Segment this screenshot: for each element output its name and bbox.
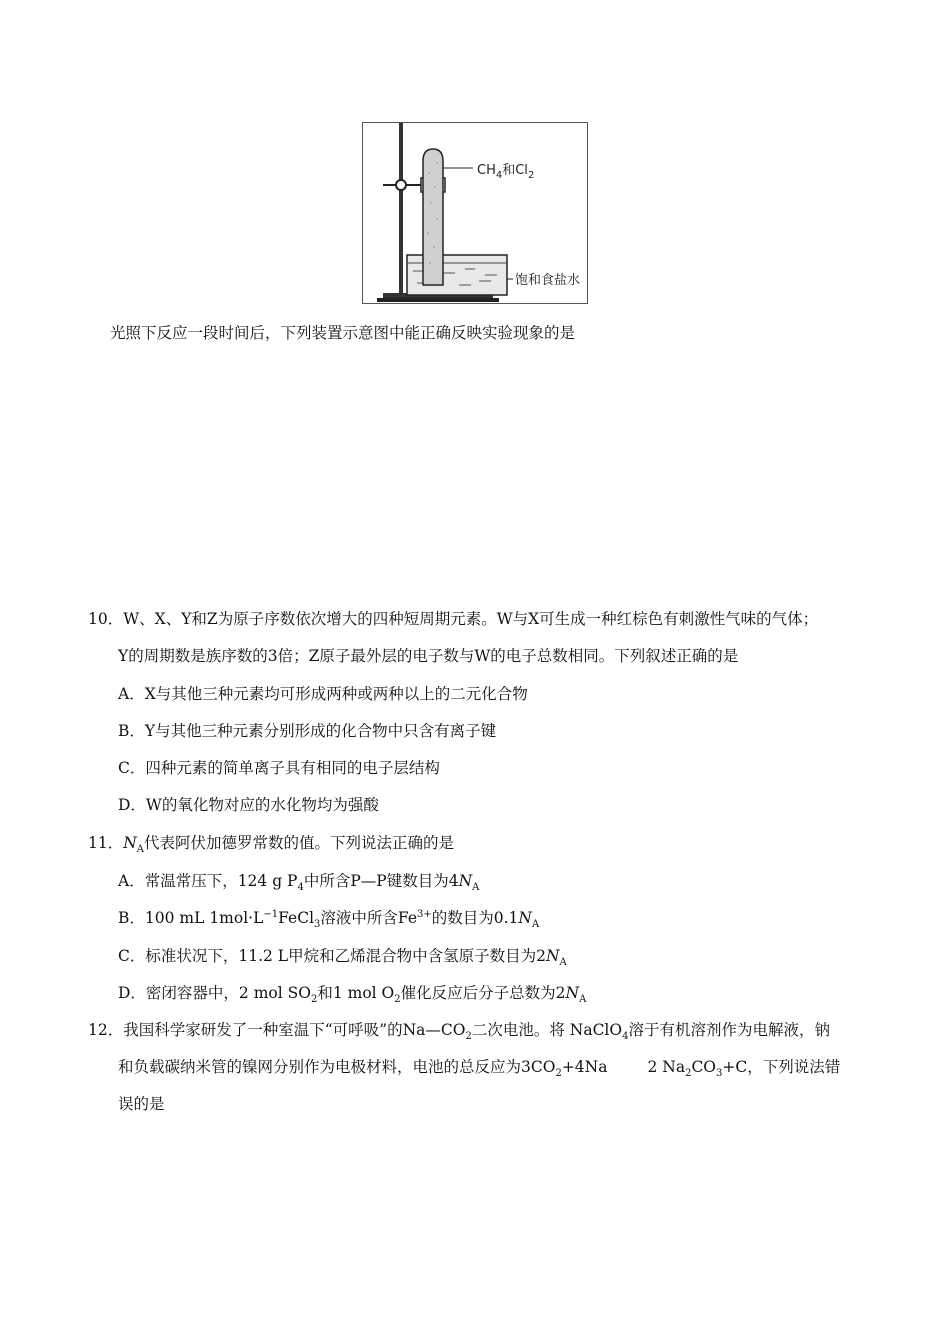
q10-option-a: A．X与其他三种元素均可形成两种或两种以上的二元化合物 [118, 685, 528, 703]
stand-rod [399, 123, 403, 295]
q11-option-c: C．标准状况下，11.2 L甲烷和乙烯混合物中含氢原子数目为$2N_A$ [118, 947, 567, 968]
saline-label: 饱和食盐水 [515, 273, 581, 288]
test-tube [423, 149, 443, 285]
q11-option-a: A．常温常压下，124 g $P_4$中所含P—P键数目为$4N_A$ [118, 872, 480, 893]
q10-option-d: D．W的氧化物对应的水化物均为强酸 [118, 796, 379, 814]
q12-stem-line1: 12．我国科学家研发了一种室温下“可呼吸”的$Na—CO_2$二次电池。将 NaClO$_4$溶于有机溶剂作为电解液，钠 [88, 1021, 830, 1042]
intro-text: 光照下反应一段时间后，下列装置示意图中能正确反映实验现象的是 [110, 324, 576, 342]
q10-stem-line2: Y的周期数是族序数的3倍；Z原子最外层的电子数与W的电子总数相同。下列叙述正确的是 [118, 647, 739, 665]
q12-stem-line2: 和负载碳纳米管的镍网分别作为电极材料，电池的总反应为$3CO_2+4Na$ 2 $Na_2CO_3+C$，下列说法错 [118, 1058, 841, 1079]
q10-option-b: B．Y与其他三种元素分别形成的化合物中只含有离子键 [118, 722, 497, 740]
q12-stem-line3: 误的是 [118, 1095, 165, 1113]
q11-stem: 11．$N_A$代表阿伏加德罗常数的值。下列说法正确的是 [88, 834, 455, 855]
q10-stem-line1: 10．W、X、Y和Z为原子序数依次增大的四种短周期元素。W与X可生成一种红棕色有刺激性气味的气体； [88, 610, 819, 628]
q10-option-c: C．四种元素的简单离子具有相同的电子层结构 [118, 759, 440, 777]
gas-label: $CH_4$和$Cl_2$ [477, 163, 535, 181]
apparatus-figure [362, 122, 588, 304]
q11-option-b: B．100 mL $1mol\cdot L^{-1}FeCl_3$溶液中所含$Fe^{3+}$的数目为$0.1N_A$ [118, 909, 540, 930]
q11-option-d: D．密闭容器中，2 mol $SO_2$和1 mol $O_2$催化反应后分子总数为$2N_A$ [118, 984, 587, 1005]
clamp-screw [396, 180, 406, 190]
